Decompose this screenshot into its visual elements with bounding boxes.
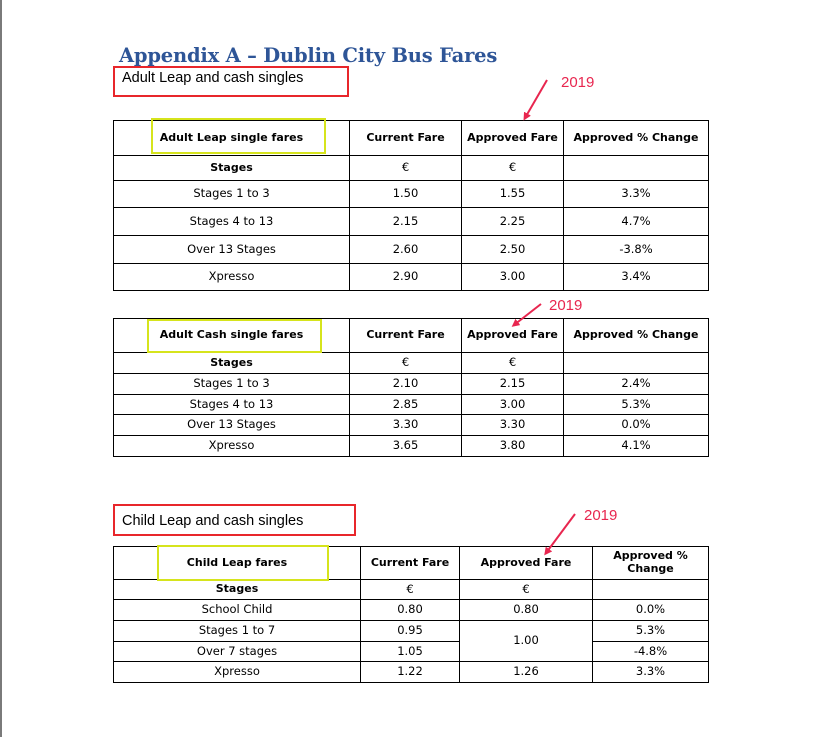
- approved-fare-cell: 2.15: [462, 374, 564, 395]
- stage-cell: Over 13 Stages: [114, 415, 350, 436]
- percent-change-cell: -3.8%: [564, 236, 709, 264]
- arrow-3: [546, 514, 575, 553]
- units-cell: €: [350, 353, 462, 374]
- units-cell: Stages: [114, 580, 361, 600]
- percent-change-cell: 4.1%: [564, 436, 709, 457]
- approved-fare-cell: 3.00: [462, 395, 564, 415]
- page-title: Appendix A – Dublin City Bus Fares: [119, 44, 498, 67]
- arrow-1: [525, 80, 547, 118]
- current-fare-cell: 1.05: [361, 642, 460, 662]
- percent-change-cell: 3.3%: [564, 181, 709, 208]
- current-fare-cell: 1.22: [361, 662, 460, 683]
- units-cell: €: [350, 156, 462, 181]
- approved-fare-cell: 2.25: [462, 208, 564, 236]
- stage-cell: Xpresso: [114, 264, 350, 291]
- stage-cell: Stages 1 to 7: [114, 621, 361, 642]
- approved-fare-cell: 0.80: [460, 600, 593, 621]
- arrow-2: [514, 304, 541, 325]
- current-fare-cell: 2.15: [350, 208, 462, 236]
- stage-cell: Stages 4 to 13: [114, 208, 350, 236]
- units-cell: Stages: [114, 353, 350, 374]
- stage-cell: Over 7 stages: [114, 642, 361, 662]
- header-cell: Current Fare: [361, 547, 460, 580]
- section-label-adult: Adult Leap and cash singles: [113, 66, 349, 97]
- current-fare-cell: 3.65: [350, 436, 462, 457]
- stage-cell: Over 13 Stages: [114, 236, 350, 264]
- current-fare-cell: 2.85: [350, 395, 462, 415]
- approved-fare-cell: 1.00: [460, 621, 593, 662]
- units-cell: €: [361, 580, 460, 600]
- header-cell: Approved Fare: [460, 547, 593, 580]
- approved-fare-cell: 3.80: [462, 436, 564, 457]
- percent-change-cell: 3.3%: [593, 662, 709, 683]
- units-cell: €: [460, 580, 593, 600]
- current-fare-cell: 2.10: [350, 374, 462, 395]
- header-cell: Adult Cash single fares: [114, 319, 350, 353]
- approved-fare-cell: 3.30: [462, 415, 564, 436]
- approved-fare-cell: 1.55: [462, 181, 564, 208]
- percent-change-cell: 4.7%: [564, 208, 709, 236]
- current-fare-cell: 0.80: [361, 600, 460, 621]
- percent-change-cell: 5.3%: [564, 395, 709, 415]
- year-annotation-1: 2019: [561, 74, 595, 91]
- units-cell: Stages: [114, 156, 350, 181]
- current-fare-cell: 1.50: [350, 181, 462, 208]
- section-label-child: Child Leap and cash singles: [113, 504, 356, 536]
- stage-cell: Stages 4 to 13: [114, 395, 350, 415]
- year-annotation-2: 2019: [549, 297, 583, 314]
- percent-change-cell: 2.4%: [564, 374, 709, 395]
- current-fare-cell: 3.30: [350, 415, 462, 436]
- header-cell: Approved % Change: [564, 121, 709, 156]
- percent-change-cell: 0.0%: [564, 415, 709, 436]
- approved-fare-cell: 1.26: [460, 662, 593, 683]
- header-cell: Approved Fare: [462, 121, 564, 156]
- year-annotation-3: 2019: [584, 507, 618, 524]
- header-cell: Approved Fare: [462, 319, 564, 353]
- header-cell: Current Fare: [350, 319, 462, 353]
- stage-cell: Stages 1 to 3: [114, 374, 350, 395]
- percent-change-cell: 5.3%: [593, 621, 709, 642]
- percent-change-cell: 0.0%: [593, 600, 709, 621]
- header-cell: Approved % Change: [564, 319, 709, 353]
- header-cell: Child Leap fares: [114, 547, 361, 580]
- stage-cell: Xpresso: [114, 662, 361, 683]
- percent-change-cell: 3.4%: [564, 264, 709, 291]
- approved-fare-cell: 3.00: [462, 264, 564, 291]
- header-cell: Adult Leap single fares: [114, 121, 350, 156]
- units-cell: €: [462, 156, 564, 181]
- percent-change-cell: -4.8%: [593, 642, 709, 662]
- units-cell: €: [462, 353, 564, 374]
- current-fare-cell: 2.90: [350, 264, 462, 291]
- stage-cell: Xpresso: [114, 436, 350, 457]
- current-fare-cell: 2.60: [350, 236, 462, 264]
- header-cell: Approved % Change: [593, 547, 709, 580]
- stage-cell: Stages 1 to 3: [114, 181, 350, 208]
- header-cell: Current Fare: [350, 121, 462, 156]
- stage-cell: School Child: [114, 600, 361, 621]
- current-fare-cell: 0.95: [361, 621, 460, 642]
- approved-fare-cell: 2.50: [462, 236, 564, 264]
